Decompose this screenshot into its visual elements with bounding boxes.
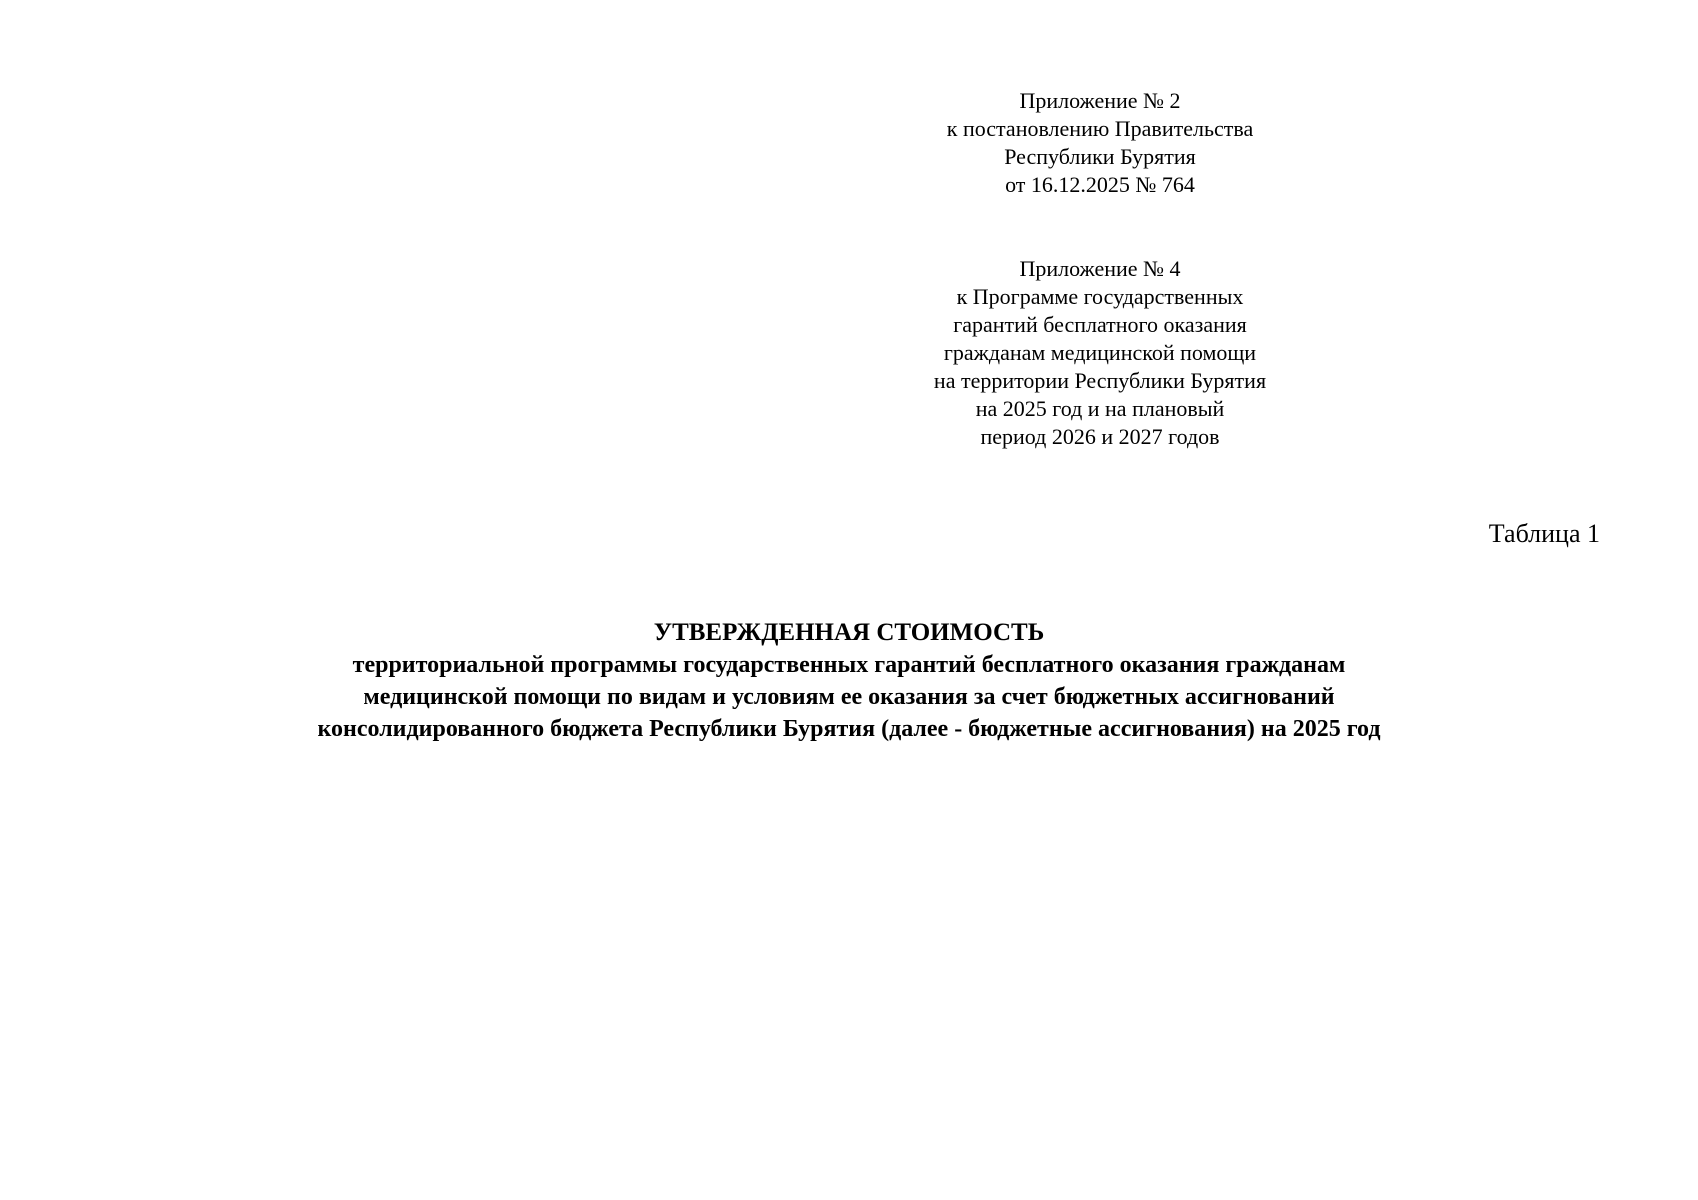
title-subline: медицинской помощи по видам и условиям ее оказания за счет бюджетных ассигнований: [363, 684, 1335, 710]
appendix-2-line: Приложение № 2: [1019, 88, 1181, 113]
appendix-4-line: гарантий бесплатного оказания: [953, 312, 1247, 337]
title-subline: территориальной программы государственных гарантий бесплатного оказания гражданам: [352, 652, 1346, 678]
appendix-2-line: от 16.12.2025 № 764: [1005, 172, 1195, 197]
appendix-4-line: на территории Республики Бурятия: [933, 368, 1267, 393]
appendix-2-line: Республики Бурятия: [1004, 144, 1196, 169]
title-heading: УТВЕРЖДЕННАЯ СТОИМОСТЬ: [653, 619, 1045, 646]
title-subline: консолидированного бюджета Республики Бурятия (далее - бюджетные ассигнования) на 2025 год: [317, 716, 1381, 742]
appendix-4-line: гражданам медицинской помощи: [943, 340, 1257, 365]
table-label: Таблица 1: [1488, 519, 1600, 548]
appendix-4-header: [900, 255, 1300, 451]
appendix-4-line: на 2025 год и на плановый: [975, 396, 1225, 421]
appendix-4-line: Приложение № 4: [1019, 256, 1181, 281]
appendix-2-header: [900, 87, 1300, 199]
appendix-4-line: к Программе государственных: [956, 284, 1244, 309]
appendix-2-line: к постановлению Правительства: [946, 116, 1254, 141]
appendix-4-line: период 2026 и 2027 годов: [980, 424, 1220, 449]
document-title: [0, 617, 1698, 745]
